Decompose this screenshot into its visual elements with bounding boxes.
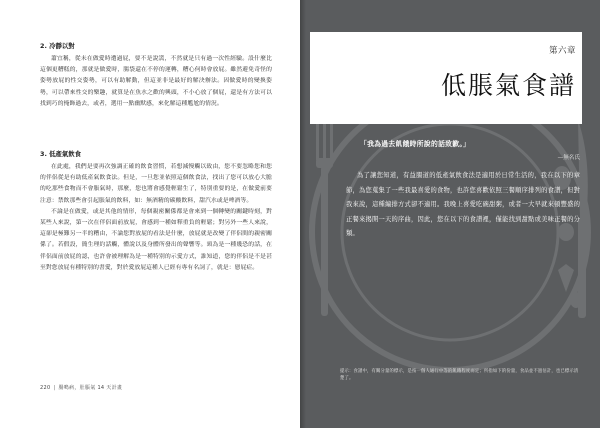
page-footer: 220 | 腸鳴病，肚脹氣 14 天計畫 — [40, 385, 123, 391]
page-gutter-shadow — [300, 0, 306, 428]
running-title: 腸鳴病，肚脹氣 14 天計畫 — [58, 385, 123, 391]
section-stay-calm — [40, 42, 272, 110]
epigraph-quote: 「我為過去飢餓時所說的話致歉。」 — [360, 140, 471, 148]
fork-icon — [316, 120, 333, 316]
section-heading: 2. 冷靜以對 — [40, 42, 75, 50]
recipe-note: 提示：食譜中，有關分量的標示，是按一個人通行中等的飢餓程度而定；所指如下的份量，食品並不過估計，也已標示清楚了。 — [340, 369, 579, 382]
paragraph: 為了讓您知道，有益腸道的低產氣飲食法是適用於日常生活的，我在以下的章節，為您蒐集了一些我最喜愛的食物，也許您喜歡依照三餐順序排列的食譜，但對我來說，這種編排方式卻不適用。我晚上喜愛吃碗甜粥，或者一大早就來頓豐盛的正餐來揭開一天的序曲，因此，您在以下的食譜裡，僅能找到甜點或美味正餐的分類。 — [346, 172, 580, 238]
paragraph: 在此處，我們是要再次強調正確的飲食習慣，若想減慢觸以致由，您不要忽略您和您的伴侶從是有助低產氣飲食法。但是，一旦您並依照這個飲食法，找出了您可以放心大膽的吃那些食物而不會脹氣時，那麼，您也將會感覺輕鬆生了，特別重要的是，在做愛前要注意：禁飲那些會引起脹氣的飲料，如：無酒精的碳酸飲料，甜汽水或是啤酒等。 — [40, 164, 272, 204]
chapter-number: 第六章 — [548, 46, 576, 56]
page-number: 220 — [40, 385, 51, 391]
section-low-gas-diet — [40, 150, 272, 274]
epigraph-author: —無名氏 — [557, 155, 580, 161]
paragraph: 蕭宜稱，從未在做愛時遭過屁，要不是說謊，不然就是只有過一次性經驗。設什麼比這個更糟糕的，那就是做愛時，腸袋還在不停的運轉，糟心何時會放屁。雖然避免奇怪的姿勢放屁的性交姿勢，可以有助解動，但這並非是最好的解決辦法。因做愛時的變換姿勢，可以帶來性交的樂趣，就算是在魚水之歡的興頭，不小心放了個屁，還是有方法可以找到巧的掩飾過去，或者，選用一點幽默感，來化解這種尷尬的情況。 — [40, 56, 272, 107]
chapter-title: 低脹氣食譜 — [440, 71, 576, 100]
chapter-intro — [346, 169, 580, 242]
section-heading: 3. 低產氣飲食 — [40, 150, 82, 158]
paragraph: 不論是在做愛，或是其他的情形，每個親密關係都是會來到一個轉變的關鍵時刻，對某些人來說，第一次在伴侶面前放屁，會感到一種如釋重負的輕鬆；對另外一些人來說，這卻是極難另一半的糟由，不論您對放屁的看法是什麼，放屁就是改變了伴侶間的親密關係了。若假設，簡生理約話觸，體說以及身體所發出的聲響等。頸為是一種幾恐的話，在伴侶面前放屁的認，也許會被理解為是一種特別的示愛方式，誰知道，您的伴侶是不是甚至對您放屁有種特別的書愛，對於愛放屁這種人已經有專有名詞了，就是：戀屁症。 — [40, 208, 272, 271]
